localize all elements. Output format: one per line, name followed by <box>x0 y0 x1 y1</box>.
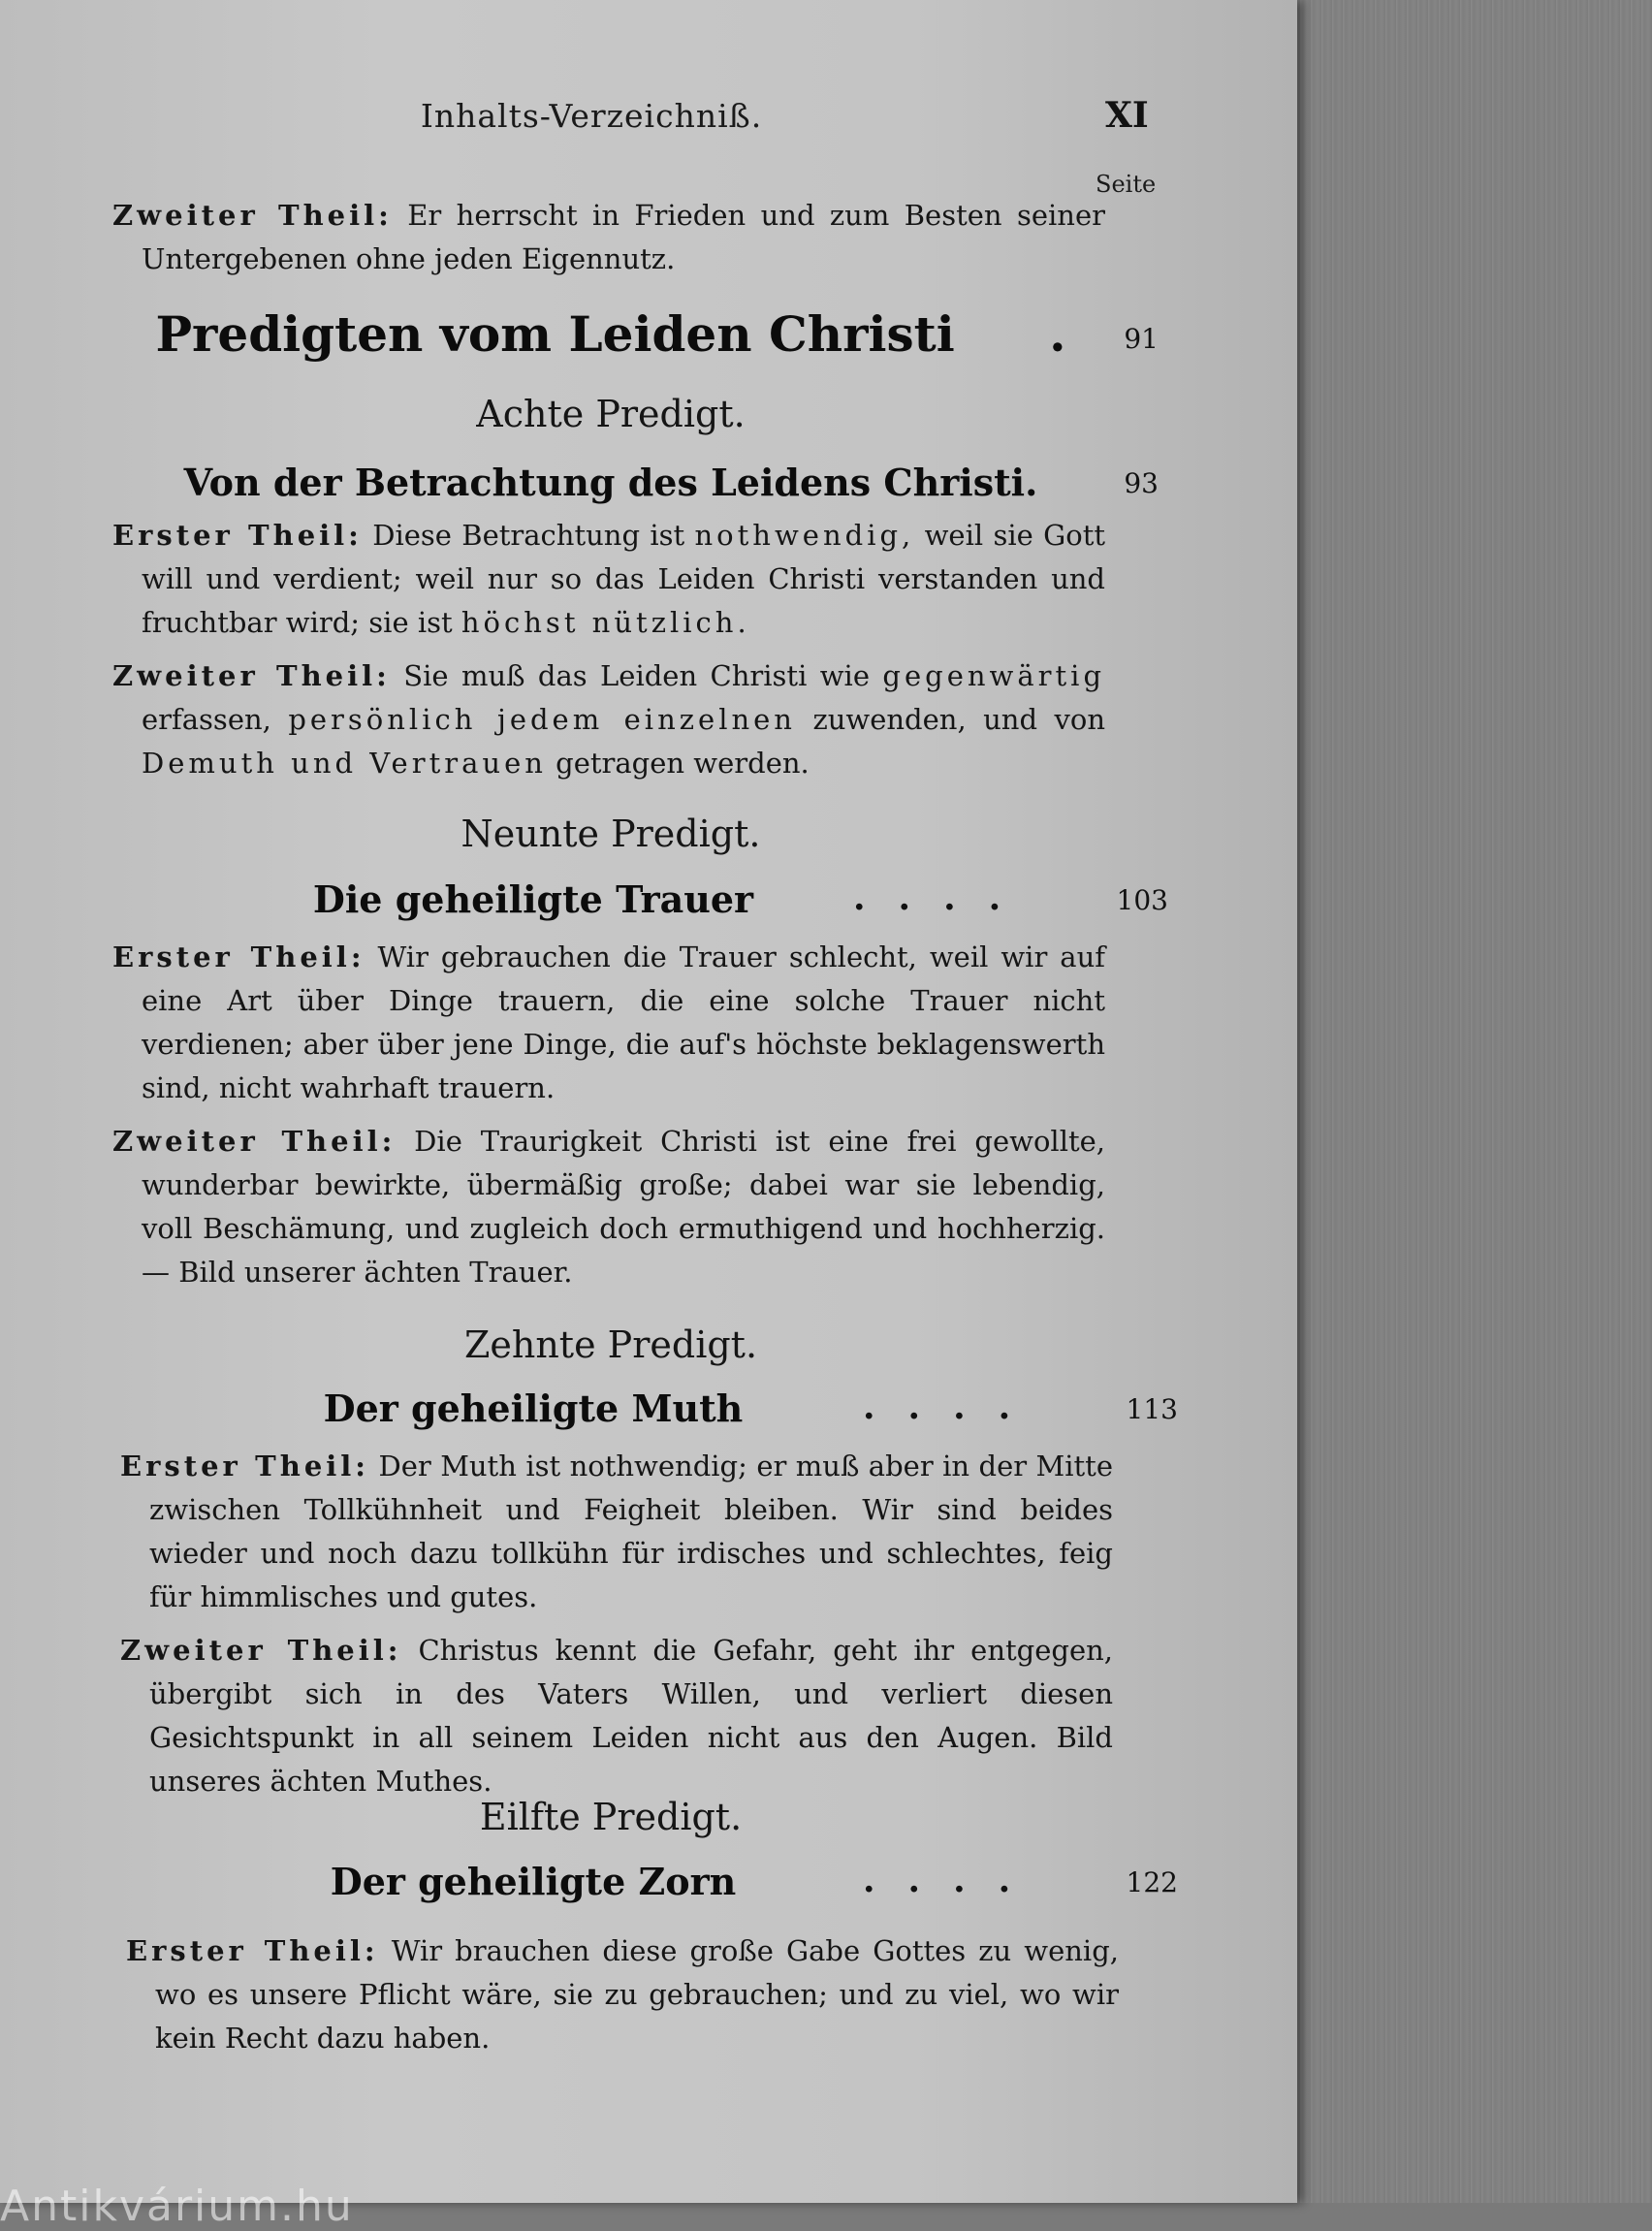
entry-paragraph <box>112 1120 1105 1294</box>
dot-leader: .... <box>863 1860 1044 1900</box>
sermon-page-ref: 113 <box>1126 1393 1178 1425</box>
sermon-title: Von der Betrachtung des Leidens Christi. <box>183 461 1038 504</box>
background-surface <box>1289 0 1652 2203</box>
part-text: Er herrscht in Frieden und zum Besten seiner Untergebenen ohne jeden Eigennutz. <box>142 199 1105 275</box>
section-page-ref: 91 <box>1124 323 1159 355</box>
part-text: Diese Betrachtung ist <box>372 519 685 552</box>
emphasis-text: Demuth und Vertrauen <box>142 747 547 780</box>
part-text: Die Traurigkeit Christi ist eine frei gewollte, wunderbar bewirkte, übermäßig große; dabei war sie lebendig, voll Beschämung, und zugleich doch ermuthigend und hochherzig. — Bild unserer ächten Trauer. <box>142 1125 1105 1289</box>
part-label: Zweiter Theil: <box>112 659 391 692</box>
sermon-number: Neunte Predigt. <box>461 813 761 855</box>
sermon-number: Zehnte Predigt. <box>463 1323 758 1366</box>
part-label: Erster Theil: <box>120 1450 370 1482</box>
seite-column-label: Seite <box>1096 171 1157 198</box>
entry-paragraph <box>112 936 1105 1110</box>
dot-leader: .... <box>853 877 1034 918</box>
part-label: Erster Theil: <box>126 1934 379 1967</box>
emphasis-text: gegenwärtig <box>882 659 1106 692</box>
entry-paragraph <box>120 1445 1113 1619</box>
running-header-title: Inhalts-Verzeichniß. <box>420 97 763 135</box>
sermon-page-ref: 103 <box>1116 884 1168 916</box>
part-label: Erster Theil: <box>112 940 365 973</box>
dot-leader: . <box>1049 305 1066 363</box>
sermon-number: Eilfte Predigt. <box>479 1796 743 1838</box>
emphasis-text: höchst nützlich. <box>461 606 750 639</box>
part-label: Zweiter Theil: <box>112 1125 397 1158</box>
part-label: Erster Theil: <box>112 519 363 552</box>
part-text: erfassen, <box>142 703 271 736</box>
sermon-page-ref: 93 <box>1124 467 1159 499</box>
part-label: Zweiter Theil: <box>112 199 393 232</box>
part-text: Wir brauchen diese große Gabe Gottes zu wenig, wo es unsere Pflicht wäre, sie zu gebrauchen; und zu viel, wo wir kein Recht dazu haben. <box>155 1934 1119 2055</box>
sermon-page-ref: 122 <box>1126 1866 1178 1898</box>
sermon-title: Der geheiligte Muth <box>323 1386 744 1430</box>
entry-paragraph <box>112 514 1105 645</box>
emphasis-text: nothwendig, <box>694 519 915 552</box>
part-label: Zweiter Theil: <box>120 1634 402 1667</box>
watermark: Antikvárium.hu <box>0 2182 354 2231</box>
sermon-number: Achte Predigt. <box>476 393 746 435</box>
part-text: getragen werden. <box>556 747 810 780</box>
part-text: weil sie Gott will und verdient; weil nur so das Leiden Christi verstanden und fruchtbar wird; sie ist <box>142 519 1106 639</box>
part-text: Wir gebrauchen die Trauer schlecht, weil wir auf eine Art über Dinge trauern, die eine solche Trauer nicht verdienen; aber über jene Dinge, die auf's höchste beklagenswerth sind, nicht wahrhaft trauern. <box>142 940 1105 1104</box>
entry-paragraph <box>126 1929 1119 2060</box>
part-text: zuwenden, und von <box>812 703 1105 736</box>
sermon-title: Der geheiligte Zorn <box>330 1860 737 1903</box>
sermon-title: Die geheiligte Trauer <box>312 877 754 921</box>
section-heading-text: Predigten vom Leiden Christi <box>155 305 955 363</box>
part-text: Der Muth ist nothwendig; er muß aber in der Mitte zwischen Tollkühnheit und Feigheit bleiben. Wir sind beides wieder und noch dazu tollkühn für irdisches und schlechtes, feig für himmlisches und gutes. <box>149 1450 1113 1613</box>
entry-paragraph <box>112 654 1105 785</box>
entry-paragraph <box>120 1629 1113 1803</box>
emphasis-text: persönlich jedem einzelnen <box>288 703 796 736</box>
part-text: Sie muß das Leiden Christi wie <box>403 659 870 692</box>
page-number: XI <box>1105 95 1149 136</box>
entry-paragraph <box>112 194 1105 281</box>
section-heading <box>0 305 1222 363</box>
part-text: Christus kennt die Gefahr, geht ihr entgegen, übergibt sich in des Vaters Willen, und verliert diesen Gesichtspunkt in all seinem Leiden nicht aus den Augen. Bild unseres ächten Muthes. <box>149 1634 1113 1798</box>
dot-leader: .... <box>863 1386 1044 1427</box>
